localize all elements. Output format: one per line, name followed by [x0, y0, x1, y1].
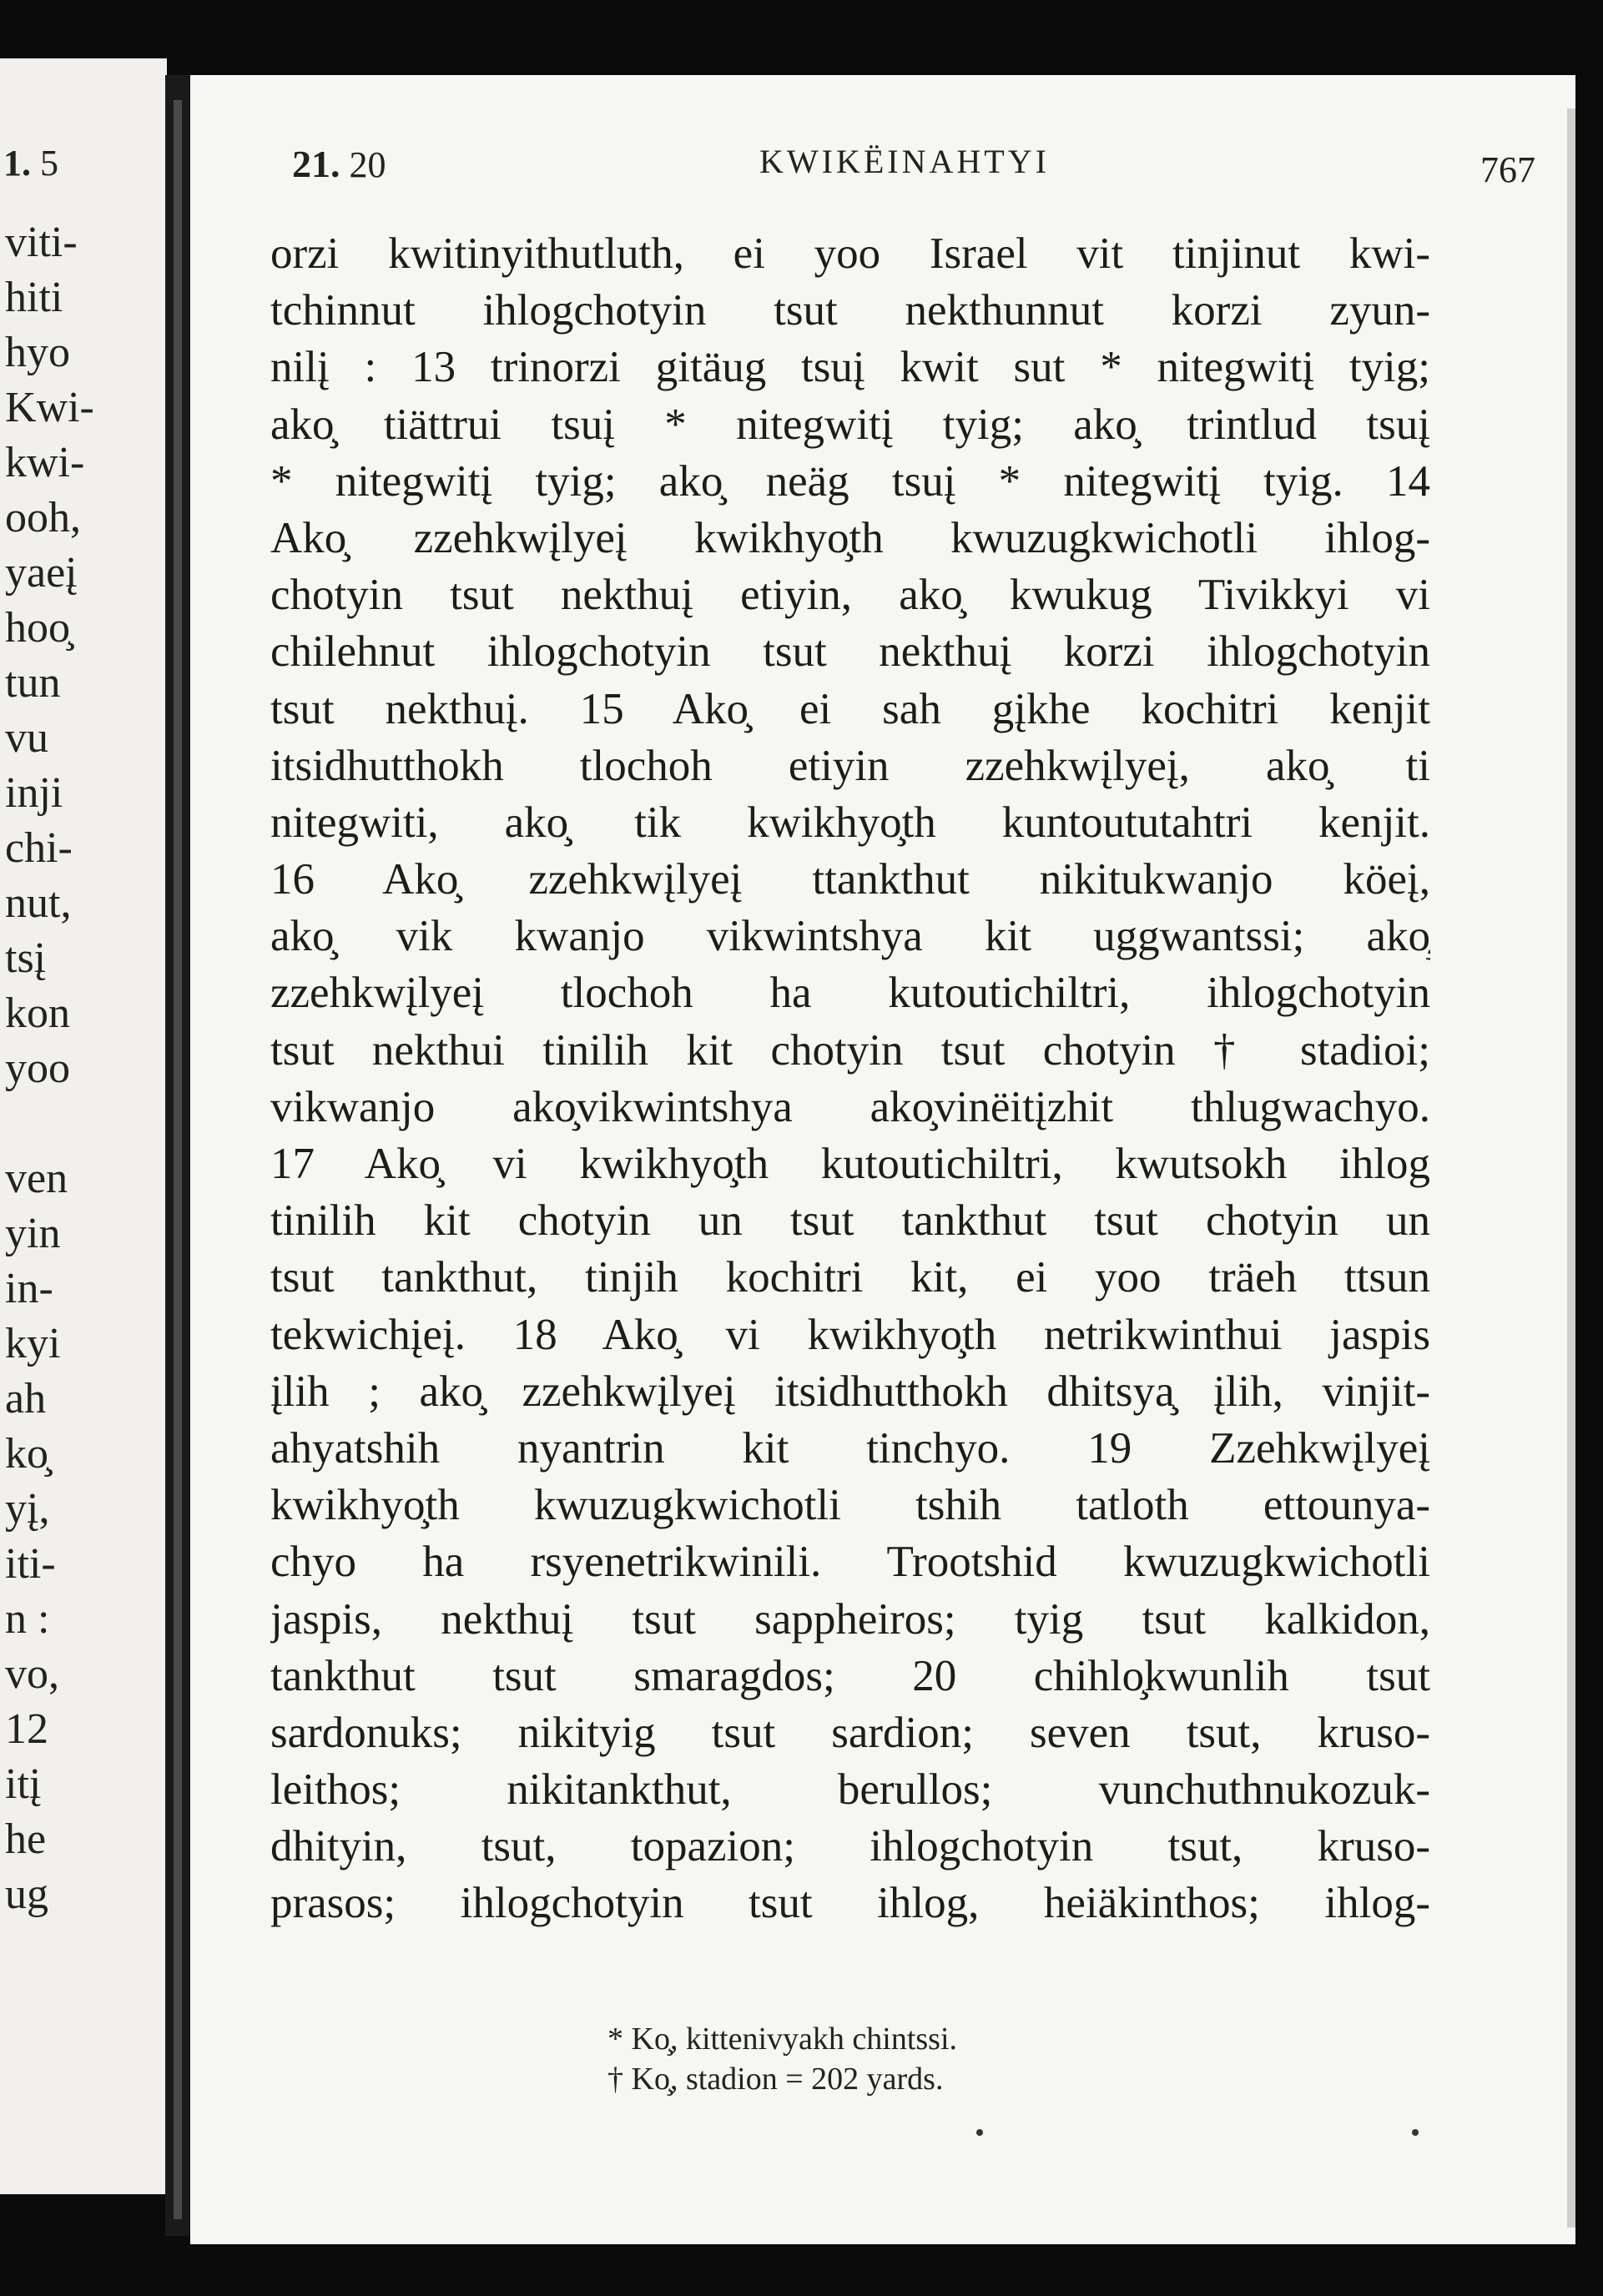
- left-chapter: 1.: [3, 143, 31, 184]
- text-line: 16 Ako̧ zzehkwįlyeį ttankthut nikitukwanjo köeį,: [270, 855, 1430, 904]
- left-line-end: ven: [5, 1155, 68, 1202]
- footnote-1: * Ko̧, kittenivyakh chintssi.: [607, 2022, 958, 2057]
- text-line: tsut nekthuį. 15 Ako̧ ei sah gįkhe kochitri kenjit: [270, 684, 1430, 733]
- left-line-end: kwi-: [5, 439, 85, 486]
- gutter-shadow: [174, 100, 182, 2219]
- text-line: 17 Ako̧ vi kwikhyo̧th kutoutichiltri, kwutsokh ihlog: [270, 1140, 1430, 1188]
- text-line: chyo ha rsyenetrikwinili. Trootshid kwuzugkwichotli: [270, 1538, 1430, 1587]
- left-line-end: hoo̧: [5, 604, 70, 652]
- text-line: ahyatshih nyantrin kit tinchyo. 19 Zzehkwįlyeį: [270, 1423, 1430, 1473]
- left-line-end: nut,: [5, 879, 72, 927]
- left-line-end: n :: [5, 1595, 50, 1643]
- text-line: nitegwiti, ako̧ tik kwikhyo̧th kuntoututahtri kenjit.: [270, 798, 1430, 847]
- book-title: KWIKËINAHTYI: [759, 143, 1050, 180]
- left-line-end: yaeį: [5, 549, 78, 597]
- text-line: nilį : 13 trinorzi gitäug tsuį kwit sut * nitegwitį tyig;: [270, 343, 1430, 392]
- text-line: dhityin, tsut, topazion; ihlogchotyin tsut, kruso-: [270, 1822, 1430, 1871]
- text-line: chotyin tsut nekthuį etiyin, ako̧ kwukug Tivikkyi vi: [270, 571, 1430, 620]
- left-line-end: hyo: [5, 329, 70, 376]
- text-line: tchinnut ihlogchotyin tsut nekthunnut korzi zyun-: [270, 286, 1430, 335]
- chapter-verse-ref: [292, 142, 386, 186]
- text-line: jaspis, nekthuį tsut sappheiros; tyig tsut kalkidon,: [270, 1594, 1430, 1644]
- left-line-end: ah: [5, 1375, 47, 1422]
- text-line: įlih ; ako̧ zzehkwįlyeį itsidhutthokh dhitsya̧ įlih, vinjit-: [270, 1367, 1430, 1416]
- text-line: sardonuks; nikityig tsut sardion; seven tsut, kruso-: [270, 1708, 1430, 1757]
- left-line-end: 12: [5, 1705, 48, 1753]
- left-line-end: yį,: [5, 1485, 50, 1533]
- text-line: tankthut tsut smaragdos; 20 chihlo̧kwunlih tsut: [270, 1651, 1430, 1700]
- left-line-end: yin: [5, 1210, 61, 1257]
- left-line-end: kyi: [5, 1320, 61, 1367]
- text-line: itsidhutthokh tlochoh etiyin zzehkwįlyeį, ako̧ ti: [270, 741, 1430, 790]
- text-line: ako̧ vik kwanjo vikwintshya kit uggwantssi; ako̧: [270, 912, 1430, 961]
- left-line-end: inji: [5, 769, 63, 817]
- text-line: tinilih kit chotyin un tsut tankthut tsut chotyin un: [270, 1196, 1430, 1246]
- left-line-end: he: [5, 1815, 47, 1863]
- text-line: Ako̧ zzehkwįlyeį kwikhyo̧th kwuzugkwichotli ihlog-: [270, 513, 1430, 562]
- left-verse: 5: [40, 143, 58, 184]
- left-line-end: vo,: [5, 1650, 59, 1698]
- text-line: zzehkwįlyeį tlochoh ha kutoutichiltri, ihlogchotyin: [270, 969, 1430, 1018]
- text-line: tekwichįeį. 18 Ako̧ vi kwikhyo̧th netrikwinthui jaspis: [270, 1310, 1430, 1359]
- left-page: [0, 58, 167, 2194]
- left-line-end: vu: [5, 714, 48, 762]
- left-line-end: ooh,: [5, 494, 81, 541]
- text-line: orzi kwitinyithutluth, ei yoo Israel vit tinjinut kwi-: [270, 229, 1430, 278]
- left-line-ends: [5, 215, 94, 1922]
- text-line: prasos; ihlogchotyin tsut ihlog, heiäkinthos; ihlog-: [270, 1879, 1430, 1928]
- right-page: [190, 75, 1575, 2244]
- left-line-end: kon: [5, 989, 70, 1037]
- left-line-end: hiti: [5, 274, 63, 321]
- text-line: chilehnut ihlogchotyin tsut nekthuį korzi ihlogchotyin: [270, 627, 1430, 677]
- verse-number: 20: [349, 144, 386, 185]
- footnotes: [607, 2019, 957, 2099]
- left-line-end: tsį: [5, 934, 47, 982]
- text-line: tsut nekthui tinilih kit chotyin tsut chotyin † stadioi;: [270, 1025, 1430, 1075]
- left-line-end: ug: [5, 1871, 48, 1918]
- text-line: kwikhyo̧th kwuzugkwichotli tshih tatloth ettounya-: [270, 1481, 1430, 1530]
- left-running-head: [3, 142, 58, 184]
- left-line-end: [5, 1096, 94, 1151]
- left-line-end: viti-: [5, 219, 78, 266]
- left-line-end: chi-: [5, 824, 73, 872]
- text-line: ako̧ tiättrui tsuį * nitegwitį tyig; ako̧ trintlud tsuį: [270, 400, 1430, 449]
- footnote-2: † Ko̧, stadion = 202 yards.: [607, 2062, 944, 2097]
- running-head: [292, 142, 1560, 200]
- chapter-number: 21.: [292, 143, 340, 185]
- left-line-end: iti-: [5, 1540, 56, 1588]
- left-line-end: yoo: [5, 1045, 70, 1092]
- text-line: tsut tankthut, tinjih kochitri kit, ei yoo träeh ttsun: [270, 1253, 1430, 1302]
- page-number: 767: [1480, 149, 1535, 190]
- left-line-end: Kwi-: [5, 384, 94, 431]
- left-line-end: itį: [5, 1760, 42, 1808]
- left-line-end: in-: [5, 1265, 53, 1312]
- body-text: [270, 225, 1430, 1932]
- speck: [976, 2129, 983, 2136]
- text-line: vikwanjo ako̧vikwintshya ako̧vinëitįzhit thlugwachyo.: [270, 1082, 1430, 1131]
- page-edge: [1567, 108, 1575, 2228]
- speck: [1412, 2129, 1419, 2136]
- left-line-end: ko̧: [5, 1430, 48, 1478]
- left-line-end: tun: [5, 659, 61, 707]
- text-line: leithos; nikitankthut, berullos; vunchuthnukozuk-: [270, 1765, 1430, 1815]
- text-line: * nitegwitį tyig; ako̧ neäg tsuį * nitegwitį tyig. 14: [270, 456, 1430, 506]
